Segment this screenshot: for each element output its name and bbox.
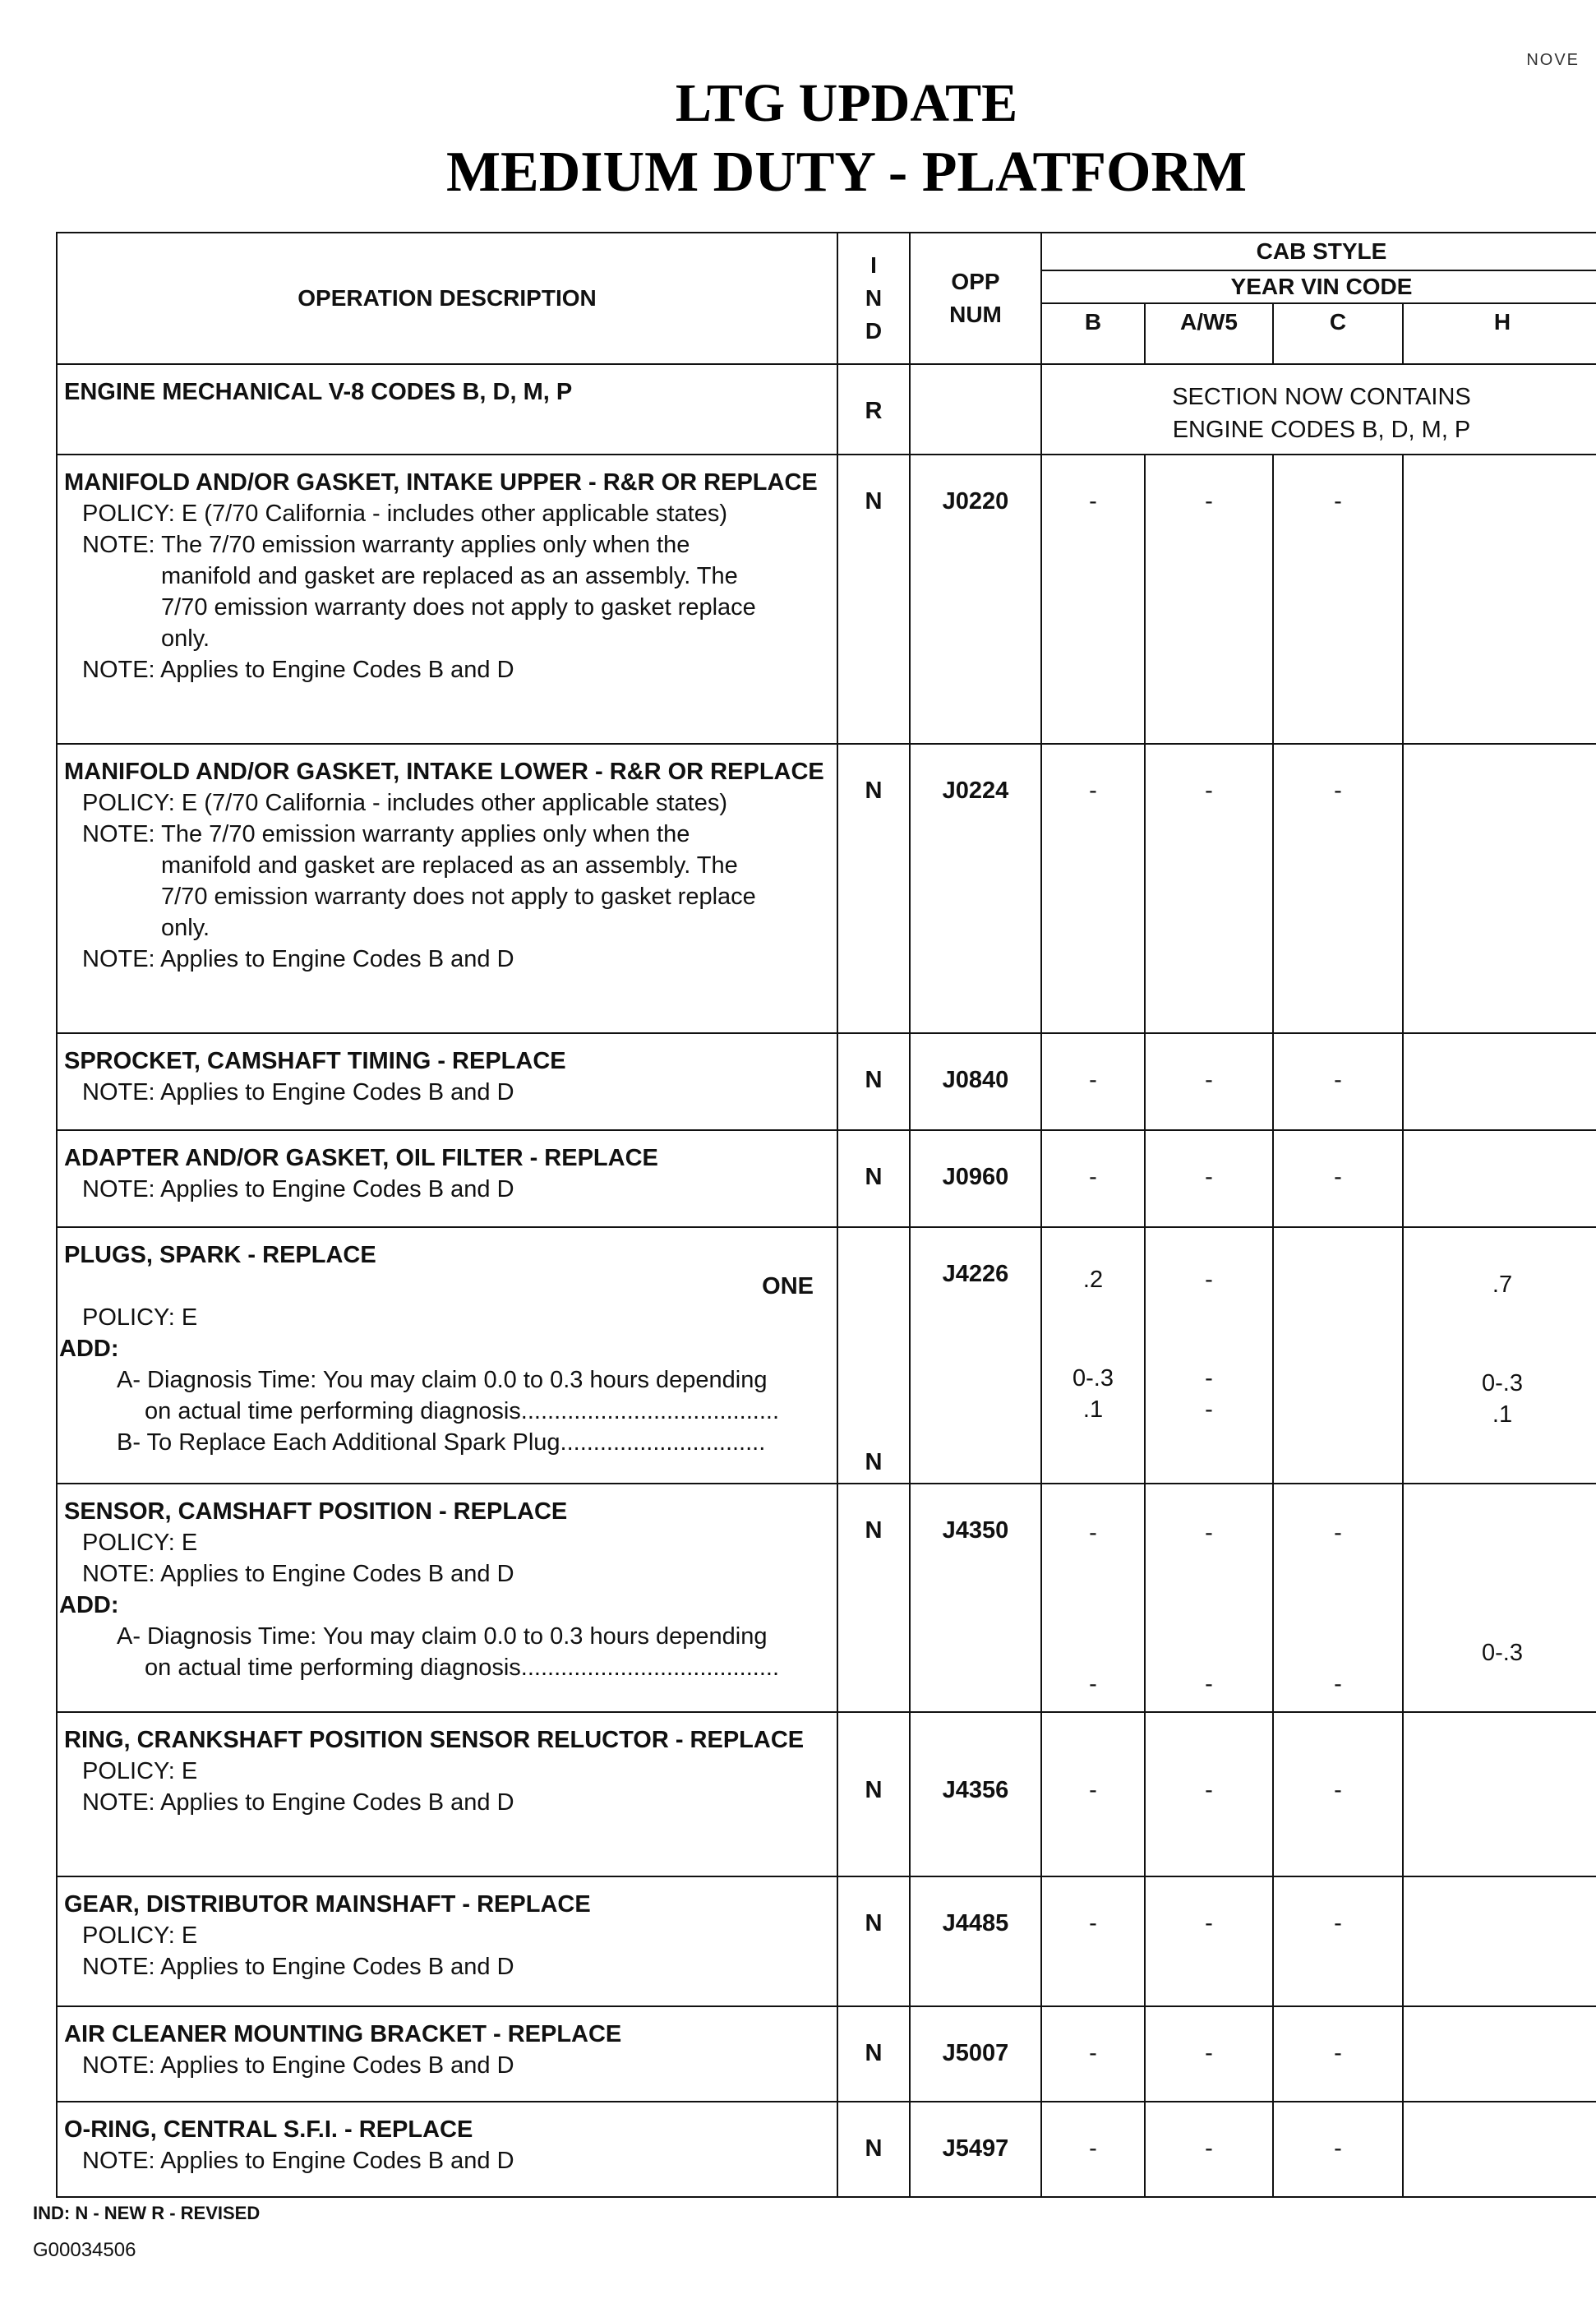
- value-h: [1403, 455, 1596, 744]
- table-row: [57, 2102, 1596, 2197]
- note-text: NOTE: Applies to Engine Codes B and D: [82, 2052, 514, 2079]
- value-b: -: [1041, 2006, 1145, 2102]
- value-b: -: [1041, 455, 1145, 744]
- operation-name: MANIFOLD AND/OR GASKET, INTAKE UPPER - R&R OR REPLACE: [64, 469, 818, 496]
- opp-num-cell: J5497: [910, 2102, 1041, 2197]
- value-b: -: [1041, 1130, 1145, 1227]
- header-code-aw5: A/W5: [1145, 303, 1273, 364]
- operation-description: [57, 1876, 837, 2006]
- add-item-a: A- Diagnosis Time: You may claim 0.0 to 0.3 hours depending: [117, 1623, 768, 1650]
- header-ind-1: I: [870, 252, 877, 278]
- ind-cell: N: [837, 1876, 910, 2006]
- ind-cell: N: [837, 1712, 910, 1876]
- note-text: NOTE: Applies to Engine Codes B and D: [82, 1561, 514, 1587]
- value-one: .2: [1082, 1267, 1104, 1293]
- value-c: [1273, 1484, 1403, 1712]
- operation-name: AIR CLEANER MOUNTING BRACKET - REPLACE: [64, 2021, 622, 2047]
- table-row: [57, 1876, 1596, 2006]
- note-text: NOTE: Applies to Engine Codes B and D: [82, 657, 514, 683]
- value-h: [1403, 2102, 1596, 2197]
- operation-description: [57, 744, 837, 1033]
- header-opp: OPP: [951, 269, 1000, 294]
- operation-name: RING, CRANKSHAFT POSITION SENSOR RELUCTOR - REPLACE: [64, 1727, 805, 1753]
- note-text: NOTE: Applies to Engine Codes B and D: [82, 2148, 514, 2174]
- header-year-vin-code: YEAR VIN CODE: [1041, 270, 1596, 303]
- value-c: -: [1273, 2006, 1403, 2102]
- note-text: NOTE: Applies to Engine Codes B and D: [82, 1079, 514, 1105]
- header-num: NUM: [949, 302, 1002, 327]
- ind-cell: N: [837, 2006, 910, 2102]
- policy-text: POLICY: E (7/70 California - includes other applicable states): [82, 501, 728, 527]
- opp-num-cell: J0224: [910, 744, 1041, 1033]
- value-aw5: -: [1145, 2102, 1273, 2197]
- header-code-b: B: [1041, 303, 1145, 364]
- value-h: [1403, 744, 1596, 1033]
- opp-num-cell: J4226: [910, 1227, 1041, 1484]
- value-aw5: -: [1145, 455, 1273, 744]
- opp-num-cell: J0220: [910, 455, 1041, 744]
- operation-name: SPROCKET, CAMSHAFT TIMING - REPLACE: [64, 1048, 566, 1074]
- value-b: [1041, 1484, 1145, 1712]
- header-code-c: C: [1273, 303, 1403, 364]
- value-one: -: [1089, 1520, 1097, 1546]
- header-ind-2: N: [865, 285, 883, 311]
- table-row: [57, 2006, 1596, 2102]
- value-aw5: -: [1145, 744, 1273, 1033]
- add-label: ADD:: [59, 1336, 119, 1362]
- operation-description: [57, 455, 837, 744]
- note-text: NOTE: Applies to Engine Codes B and D: [82, 1954, 514, 1980]
- note-text: only.: [161, 625, 210, 652]
- quantity-label: ONE: [762, 1273, 814, 1299]
- value-c: -: [1273, 744, 1403, 1033]
- operation-description: [57, 1712, 837, 1876]
- value-diagnosis: 0-.3: [1482, 1640, 1523, 1666]
- header-cab-style: CAB STYLE: [1041, 233, 1596, 270]
- value-b: [1041, 1227, 1145, 1484]
- ind-cell: N: [837, 455, 910, 744]
- note-text: NOTE: The 7/70 emission warranty applies only when the: [82, 821, 690, 847]
- value-one: .7: [1492, 1272, 1513, 1298]
- value-h: [1403, 2006, 1596, 2102]
- operation-description: [57, 1484, 837, 1712]
- section-note: [1041, 364, 1596, 455]
- value-one: -: [1205, 1267, 1213, 1293]
- ind-cell: N: [837, 1033, 910, 1130]
- note-text: 7/70 emission warranty does not apply to gasket replace: [161, 884, 756, 910]
- opp-num-cell: J5007: [910, 2006, 1041, 2102]
- value-c: -: [1273, 1130, 1403, 1227]
- value-h: [1403, 1712, 1596, 1876]
- opp-num-cell: J0960: [910, 1130, 1041, 1227]
- value-diagnosis: -: [1089, 1671, 1097, 1697]
- operation-name: SENSOR, CAMSHAFT POSITION - REPLACE: [64, 1498, 568, 1525]
- ind-cell: [837, 1227, 910, 1484]
- note-text: NOTE: Applies to Engine Codes B and D: [82, 1789, 514, 1816]
- value-aw5: -: [1145, 1033, 1273, 1130]
- policy-text: POLICY: E (7/70 California - includes other applicable states): [82, 790, 728, 816]
- page-subtitle: MEDIUM DUTY - PLATFORM: [445, 141, 1248, 204]
- value-diagnosis: 0-.3: [1482, 1370, 1523, 1396]
- operation-name: MANIFOLD AND/OR GASKET, INTAKE LOWER - R&R OR REPLACE: [64, 759, 824, 785]
- value-additional: -: [1205, 1396, 1213, 1423]
- ind-cell: N: [837, 744, 910, 1033]
- value-h: [1403, 1484, 1596, 1712]
- ind-value: N: [865, 1449, 883, 1475]
- section-note-line-2: ENGINE CODES B, D, M, P: [1172, 417, 1471, 443]
- value-one: -: [1205, 1520, 1213, 1546]
- section-note-line-1: SECTION NOW CONTAINS: [1172, 384, 1471, 410]
- value-one: -: [1334, 1520, 1342, 1546]
- ind-cell: R: [837, 364, 910, 455]
- ind-cell: N: [837, 1130, 910, 1227]
- table-row: [57, 455, 1596, 744]
- operation-description: [57, 1130, 837, 1227]
- ind-cell: N: [837, 1484, 910, 1712]
- operation-name: GEAR, DISTRIBUTOR MAINSHAFT - REPLACE: [64, 1891, 591, 1918]
- operation-description: [57, 2102, 837, 2197]
- note-text: NOTE: Applies to Engine Codes B and D: [82, 1176, 514, 1202]
- add-item-a: A- Diagnosis Time: You may claim 0.0 to 0.3 hours depending: [117, 1367, 768, 1393]
- opp-num-cell: [910, 364, 1041, 455]
- table-row: [57, 1033, 1596, 1130]
- value-c: -: [1273, 1033, 1403, 1130]
- value-c: [1273, 1227, 1403, 1484]
- value-b: -: [1041, 2102, 1145, 2197]
- header-operation-description: OPERATION DESCRIPTION: [57, 233, 837, 364]
- operation-description: [57, 1033, 837, 1130]
- add-item-b: B- To Replace Each Additional Spark Plug...............................: [117, 1429, 766, 1456]
- value-c: -: [1273, 1876, 1403, 2006]
- note-text: manifold and gasket are replaced as an assembly. The: [161, 852, 738, 879]
- ind-cell: N: [837, 2102, 910, 2197]
- value-diagnosis: 0-.3: [1072, 1365, 1114, 1392]
- value-aw5: -: [1145, 1712, 1273, 1876]
- note-text: manifold and gasket are replaced as an assembly. The: [161, 563, 738, 589]
- value-diagnosis: -: [1205, 1671, 1213, 1697]
- value-aw5: -: [1145, 1130, 1273, 1227]
- table-row: [57, 1712, 1596, 1876]
- value-diagnosis: -: [1334, 1671, 1342, 1697]
- value-c: -: [1273, 1712, 1403, 1876]
- value-aw5: [1145, 1484, 1273, 1712]
- note-text: NOTE: Applies to Engine Codes B and D: [82, 946, 514, 972]
- table-row: [57, 744, 1596, 1033]
- value-b: -: [1041, 1876, 1145, 2006]
- value-h: [1403, 1033, 1596, 1130]
- value-b: -: [1041, 1712, 1145, 1876]
- operation-name: PLUGS, SPARK - REPLACE: [64, 1242, 376, 1268]
- value-h: [1403, 1130, 1596, 1227]
- opp-num-cell: J0840: [910, 1033, 1041, 1130]
- add-item-a-cont: on actual time performing diagnosis.......................................: [145, 1398, 780, 1424]
- operation-description: [57, 1227, 837, 1484]
- value-additional: .1: [1492, 1401, 1513, 1428]
- value-diagnosis: -: [1205, 1365, 1213, 1392]
- table-row: [57, 1130, 1596, 1227]
- operation-description: [57, 2006, 837, 2102]
- value-b: -: [1041, 1033, 1145, 1130]
- note-text: only.: [161, 915, 210, 941]
- footer-legend: IND: N - NEW R - REVISED: [33, 2203, 261, 2223]
- footer-document-code: G00034506: [33, 2239, 136, 2261]
- opp-num-cell: J4350: [910, 1484, 1041, 1712]
- table-row: [57, 364, 1596, 455]
- header-code-h: H: [1403, 303, 1596, 364]
- page-title: LTG UPDATE: [675, 73, 1018, 133]
- policy-text: POLICY: E: [82, 1758, 198, 1784]
- operation-name: ENGINE MECHANICAL V-8 CODES B, D, M, P: [64, 379, 573, 405]
- value-h: [1403, 1876, 1596, 2006]
- corner-mark: NOVE: [1526, 51, 1580, 69]
- policy-text: POLICY: E: [82, 1922, 198, 1949]
- operation-description: [57, 364, 837, 455]
- value-c: -: [1273, 2102, 1403, 2197]
- note-text: 7/70 emission warranty does not apply to gasket replace: [161, 594, 756, 621]
- operation-name: ADAPTER AND/OR GASKET, OIL FILTER - REPLACE: [64, 1145, 658, 1171]
- add-label: ADD:: [59, 1592, 119, 1618]
- table-row: [57, 1484, 1596, 1712]
- operation-name: O-RING, CENTRAL S.F.I. - REPLACE: [64, 2116, 473, 2143]
- value-aw5: -: [1145, 1876, 1273, 2006]
- header-opp-num: [910, 233, 1041, 364]
- opp-num-cell: J4485: [910, 1876, 1041, 2006]
- value-aw5: [1145, 1227, 1273, 1484]
- header-ind: [837, 233, 910, 364]
- value-c: -: [1273, 455, 1403, 744]
- opp-num-cell: J4356: [910, 1712, 1041, 1876]
- add-item-a-cont: on actual time performing diagnosis.......................................: [145, 1655, 780, 1681]
- policy-text: POLICY: E: [82, 1304, 198, 1331]
- value-aw5: -: [1145, 2006, 1273, 2102]
- policy-text: POLICY: E: [82, 1530, 198, 1556]
- value-h: [1403, 1227, 1596, 1484]
- value-additional: .1: [1082, 1396, 1104, 1423]
- value-b: -: [1041, 744, 1145, 1033]
- table-row: [57, 1227, 1596, 1484]
- header-ind-3: D: [865, 318, 883, 344]
- operations-table: [56, 232, 1596, 2198]
- note-text: NOTE: The 7/70 emission warranty applies only when the: [82, 532, 690, 558]
